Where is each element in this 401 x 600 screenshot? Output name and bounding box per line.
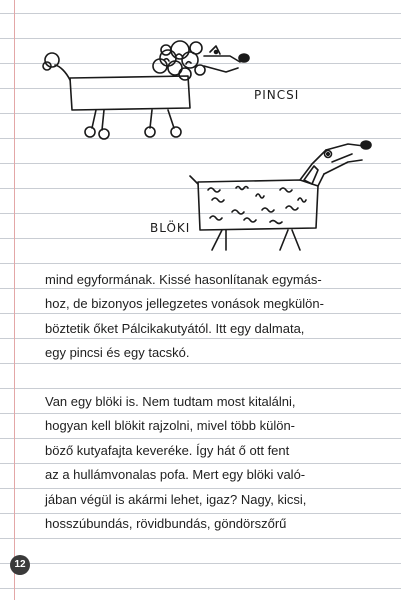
- dog-doodles: [0, 0, 401, 270]
- text-line: böző kutyafajta keveréke. Így hát ő ott fent: [45, 442, 290, 458]
- text-line: hosszúbundás, rövidbundás, göndörszőrű: [45, 516, 287, 532]
- bloki-dog-drawing: [190, 141, 371, 250]
- paragraph-2: [45, 390, 365, 536]
- paragraph-1: [45, 268, 365, 366]
- page-number-badge: 12: [10, 555, 30, 575]
- text-line: az a hullámvonalas pofa. Mert egy blöki való-: [45, 467, 306, 483]
- body-text: [45, 268, 365, 536]
- text-line: jában végül is akármi lehet, igaz? Nagy, kicsi,: [45, 491, 307, 507]
- text-line: hogyan kell blökit rajzolni, mivel több külön-: [45, 418, 296, 434]
- pincsi-label: PINCSI: [254, 88, 300, 102]
- pincsi-dog-drawing: [43, 41, 249, 139]
- text-line: mind egyformának. Kissé hasonlítanak egymás-: [45, 272, 322, 287]
- text-line: böztetik őket Pálcikakutyától. Itt egy dalmata,: [45, 320, 305, 336]
- text-line: egy pincsi és egy tacskó.: [45, 345, 190, 361]
- text-line: Van egy blöki is. Nem tudtam most kitalálni,: [45, 394, 296, 410]
- bloki-label: BLÖKI: [150, 221, 191, 235]
- text-line: hoz, de bizonyos jellegzetes vonások megkülön-: [45, 296, 324, 312]
